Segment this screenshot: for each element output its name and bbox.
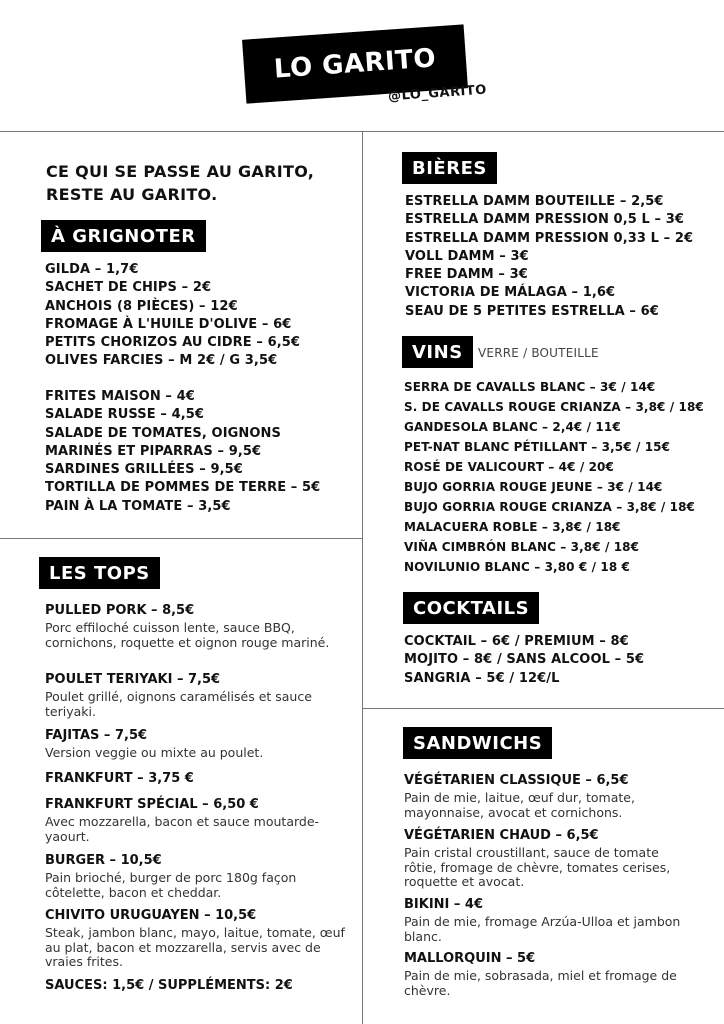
item-name: VÉGÉTARIEN CLASSIQUE – 6,5€ [404, 773, 629, 788]
menu-item: FRITES MAISON – 4€ [45, 389, 195, 404]
item-name: FRANKFURT – 3,75 € [45, 771, 194, 786]
section-title-sandwichs: SANDWICHS [403, 727, 552, 759]
item-description: Pain de mie, laitue, œuf dur, tomate, mayonnaise, avocat et cornichons. [404, 790, 635, 820]
tops-item [45, 602, 345, 650]
menu-item: COCKTAIL – 6€ / PREMIUM – 8€ [404, 634, 629, 649]
menu-item: PETITS CHORIZOS AU CIDRE – 6,5€ [45, 335, 301, 351]
menu-item: VIÑA CIMBRÓN BLANC – 3,8€ / 18€ [404, 540, 640, 554]
menu-item: VOLL DAMM – 3€ [405, 248, 529, 264]
menu-item: SERRA DE CAVALLS BLANC – 3€ / 14€ [404, 380, 656, 394]
menu-item: SALADE RUSSE – 4,5€ [45, 407, 205, 423]
tops-item [45, 852, 345, 900]
menu-item: GILDA – 1,7€ [45, 262, 139, 277]
item-name: FRANKFURT SPÉCIAL – 6,50 € [45, 797, 259, 812]
tops-item [45, 770, 345, 787]
menu-item: SEAU DE 5 PETITES ESTRELLA – 6€ [405, 303, 659, 319]
sandwich-item [404, 950, 694, 998]
tops-item [45, 727, 345, 761]
menu-item: OLIVES FARCIES – M 2€ / G 3,5€ [45, 353, 278, 369]
menu-item: S. DE CAVALLS ROUGE CRIANZA – 3,8€ / 18€ [404, 400, 704, 414]
item-description: Pain de mie, fromage Arzúa-Ulloa et jambon blanc. [404, 914, 681, 944]
item-name: CHIVITO URUGUAYEN – 10,5€ [45, 908, 257, 923]
item-name: PULLED PORK – 8,5€ [45, 603, 195, 618]
section-title-bieres: BIÈRES [402, 152, 497, 184]
item-description: Porc effiloché cuisson lente, sauce BBQ, cornichons, roquette et oignon rouge mariné. [45, 620, 330, 650]
menu-item: SALADE DE TOMATES, OIGNONS [45, 425, 281, 441]
menu-item: ESTRELLA DAMM PRESSION 0,33 L – 2€ [405, 230, 694, 246]
item-description: Steak, jambon blanc, mayo, laitue, tomate, œuf au plat, bacon et mozzarella, servis avec de vraies frites. [45, 925, 345, 969]
item-name: BIKINI – 4€ [404, 897, 484, 912]
right-section-divider [362, 708, 724, 709]
menu-item: GANDESOLA BLANC – 2,4€ / 11€ [404, 420, 621, 434]
menu-item: BUJO GORRIA ROUGE CRIANZA – 3,8€ / 18€ [404, 500, 695, 514]
vins-subtitle: VERRE / BOUTEILLE [478, 346, 599, 360]
sandwich-item [404, 772, 694, 820]
section-title-cocktails: COCKTAILS [403, 592, 539, 624]
menu-item: NOVILUNIO BLANC – 3,80 € / 18 € [404, 560, 631, 574]
menu-item: FREE DAMM – 3€ [405, 267, 528, 283]
tops-item [45, 907, 345, 970]
menu-item: VICTORIA DE MÁLAGA – 1,6€ [405, 285, 616, 301]
tagline-line-2: RESTE AU GARITO. [46, 185, 218, 204]
tagline [46, 160, 356, 206]
vins-list [404, 377, 704, 577]
menu-item: MARINÉS ET PIPARRAS – 9,5€ [45, 443, 262, 459]
menu-item: ANCHOIS (8 PIÈCES) – 12€ [45, 298, 238, 314]
brand-title: LO GARITO [272, 43, 437, 85]
menu-item: ESTRELLA DAMM PRESSION 0,5 L – 3€ [405, 212, 685, 228]
item-description: Pain de mie, sobrasada, miel et fromage de chèvre. [404, 968, 677, 998]
column-divider [362, 131, 363, 1024]
section-title-grignoter: À GRIGNOTER [41, 220, 206, 252]
menu-item: TORTILLA DE POMMES DE TERRE – 5€ [45, 480, 321, 496]
sandwich-item [404, 896, 694, 944]
left-section-divider [0, 538, 362, 539]
item-description: Poulet grillé, oignons caramélisés et sauce teriyaki. [45, 689, 312, 719]
item-description: Avec mozzarella, bacon et sauce moutarde-yaourt. [45, 814, 320, 844]
item-name: FAJITAS – 7,5€ [45, 728, 148, 743]
tops-item [45, 671, 345, 719]
section-title-tops: LES TOPS [39, 557, 160, 589]
sandwich-item [404, 827, 694, 890]
tagline-line-1: CE QUI SE PASSE AU GARITO, [46, 162, 315, 181]
menu-item: MOJITO – 8€ / SANS ALCOOL – 5€ [404, 652, 645, 668]
item-name: SAUCES: 1,5€ / SUPPLÉMENTS: 2€ [45, 978, 293, 993]
item-name: MALLORQUIN – 5€ [404, 951, 536, 966]
menu-item: ROSÉ DE VALICOURT – 4€ / 20€ [404, 460, 614, 474]
grignoter-list-2 [45, 388, 320, 516]
menu-item: PAIN À LA TOMATE – 3,5€ [45, 498, 231, 514]
item-name: BURGER – 10,5€ [45, 853, 162, 868]
menu-item: BUJO GORRIA ROUGE JEUNE – 3€ / 14€ [404, 480, 663, 494]
item-description: Pain cristal croustillant, sauce de tomate rôtie, fromage de chèvre, tomates cerises, roquette et avocat. [404, 845, 671, 889]
menu-item: SACHET DE CHIPS – 2€ [45, 280, 212, 296]
menu-item: PET-NAT BLANC PÉTILLANT – 3,5€ / 15€ [404, 440, 671, 454]
cocktails-list [404, 633, 644, 688]
item-name: VÉGÉTARIEN CHAUD – 6,5€ [404, 828, 599, 843]
menu-item: ESTRELLA DAMM BOUTEILLE – 2,5€ [405, 194, 664, 209]
section-title-vins: VINS [402, 336, 473, 368]
grignoter-list-1 [45, 261, 300, 371]
social-handle: @LO_GARITO [387, 82, 488, 105]
tops-item [45, 796, 345, 844]
item-name: POULET TERIYAKI – 7,5€ [45, 672, 221, 687]
menu-item: FROMAGE À L'HUILE D'OLIVE – 6€ [45, 316, 292, 332]
tops-item [45, 977, 345, 994]
item-description: Pain brioché, burger de porc 180g façon côtelette, bacon et cheddar. [45, 870, 297, 900]
bieres-list [405, 193, 693, 321]
menu-item: SANGRIA – 5€ / 12€/L [404, 670, 560, 686]
item-description: Version veggie ou mixte au poulet. [45, 745, 264, 760]
menu-item: SARDINES GRILLÉES – 9,5€ [45, 462, 243, 478]
menu-item: MALACUERA ROBLE – 3,8€ / 18€ [404, 520, 621, 534]
